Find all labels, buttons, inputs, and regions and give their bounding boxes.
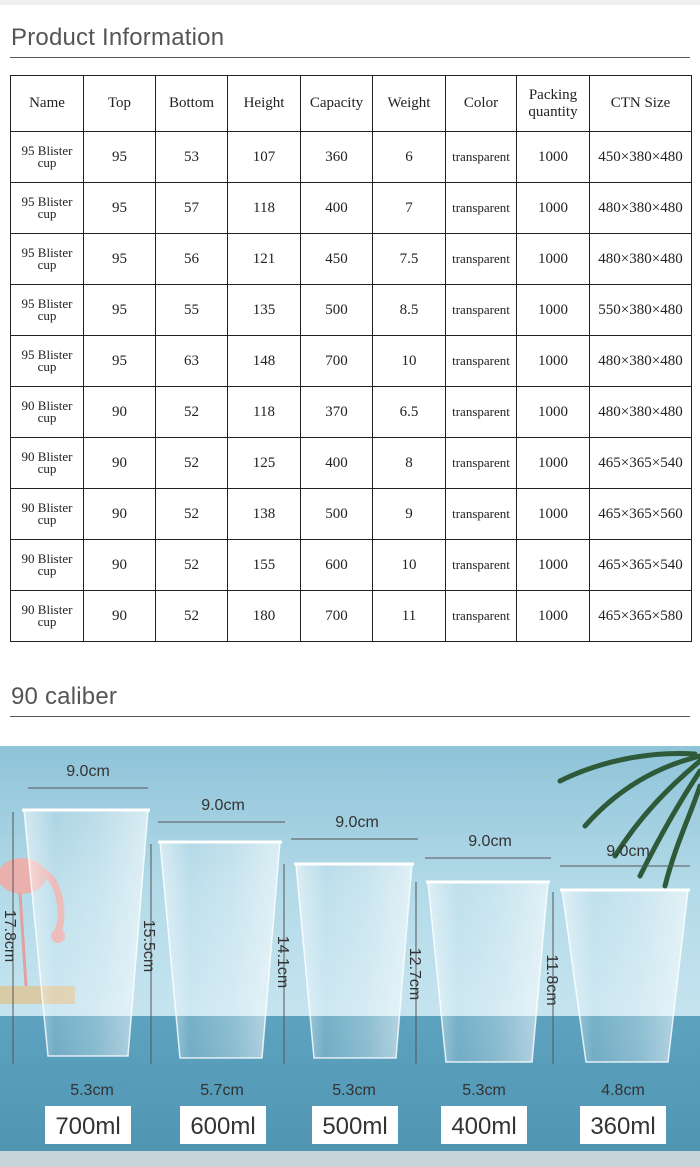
cell-bottom: 57 <box>156 183 228 234</box>
cell-color: transparent <box>446 132 517 183</box>
header-weight: Weight <box>373 76 446 132</box>
cell-name: 90 Blister cup <box>11 438 84 489</box>
cell-weight: 10 <box>373 540 446 591</box>
cell-capacity: 400 <box>301 183 373 234</box>
cell-bottom: 56 <box>156 234 228 285</box>
table-row <box>11 540 692 591</box>
cell-ctn-size: 480×380×480 <box>590 336 692 387</box>
cell-height: 135 <box>228 285 301 336</box>
cup-700-top-dim: 9.0cm <box>66 763 110 780</box>
cell-packing-quantity: 1000 <box>517 132 590 183</box>
cup-700-bottom-dim: 5.3cm <box>70 1082 114 1099</box>
table-row <box>11 132 692 183</box>
cell-packing-quantity: 1000 <box>517 234 590 285</box>
cup-600-top-dim: 9.0cm <box>201 797 245 814</box>
cell-name: 95 Blister cup <box>11 183 84 234</box>
cell-weight: 9 <box>373 489 446 540</box>
cell-capacity: 450 <box>301 234 373 285</box>
cup-700-volume: 700ml <box>55 1113 121 1140</box>
cell-capacity: 500 <box>301 489 373 540</box>
cell-ctn-size: 480×380×480 <box>590 387 692 438</box>
cell-ctn-size: 465×365×540 <box>590 438 692 489</box>
table-row <box>11 183 692 234</box>
top-strip <box>0 0 700 5</box>
header-packing-quantity: Packing quantity <box>517 76 590 132</box>
cell-bottom: 63 <box>156 336 228 387</box>
cell-ctn-size: 465×365×560 <box>590 489 692 540</box>
cell-height: 118 <box>228 387 301 438</box>
table-row <box>11 591 692 642</box>
cell-packing-quantity: 1000 <box>517 285 590 336</box>
cell-capacity: 700 <box>301 591 373 642</box>
table-row <box>11 285 692 336</box>
cell-weight: 8.5 <box>373 285 446 336</box>
cell-ctn-size: 480×380×480 <box>590 234 692 285</box>
header-height: Height <box>228 76 301 132</box>
header-bottom: Bottom <box>156 76 228 132</box>
cell-ctn-size: 465×365×540 <box>590 540 692 591</box>
cell-weight: 6 <box>373 132 446 183</box>
cell-weight: 6.5 <box>373 387 446 438</box>
cell-packing-quantity: 1000 <box>517 489 590 540</box>
cell-height: 180 <box>228 591 301 642</box>
cell-packing-quantity: 1000 <box>517 540 590 591</box>
cup-500-volume: 500ml <box>322 1113 388 1140</box>
cell-capacity: 500 <box>301 285 373 336</box>
table-row <box>11 387 692 438</box>
cell-name: 95 Blister cup <box>11 132 84 183</box>
cup-size-photo <box>0 746 700 1167</box>
cell-color: transparent <box>446 234 517 285</box>
cell-top: 90 <box>84 591 156 642</box>
cell-name: 90 Blister cup <box>11 387 84 438</box>
cup-500ml <box>294 864 414 1058</box>
cup-700-height-dim: 17.8cm <box>1 909 18 963</box>
cell-name: 95 Blister cup <box>11 234 84 285</box>
cell-ctn-size: 465×365×580 <box>590 591 692 642</box>
cell-name: 90 Blister cup <box>11 540 84 591</box>
cup-400-top-dim: 9.0cm <box>468 833 512 850</box>
table-header-row <box>11 76 692 132</box>
caliber-underline <box>10 716 690 717</box>
cell-ctn-size: 550×380×480 <box>590 285 692 336</box>
cell-top: 95 <box>84 132 156 183</box>
cup-360-top-dim: 9.0cm <box>606 843 650 860</box>
header-ctn-size: CTN Size <box>590 76 692 132</box>
table-row <box>11 438 692 489</box>
table-row <box>11 336 692 387</box>
cell-bottom: 52 <box>156 489 228 540</box>
cup-500-height-dim: 14.1cm <box>274 935 291 989</box>
cell-weight: 8 <box>373 438 446 489</box>
cell-top: 90 <box>84 489 156 540</box>
cup-400-volume: 400ml <box>451 1113 517 1140</box>
cell-weight: 7.5 <box>373 234 446 285</box>
header-color: Color <box>446 76 517 132</box>
cell-capacity: 370 <box>301 387 373 438</box>
cell-capacity: 600 <box>301 540 373 591</box>
cell-top: 95 <box>84 234 156 285</box>
cup-600ml <box>158 842 282 1058</box>
cell-top: 90 <box>84 540 156 591</box>
cell-height: 121 <box>228 234 301 285</box>
cup-400ml <box>426 882 550 1062</box>
product-spec-table <box>10 75 692 642</box>
cell-color: transparent <box>446 540 517 591</box>
cell-name: 90 Blister cup <box>11 489 84 540</box>
cell-bottom: 53 <box>156 132 228 183</box>
cell-color: transparent <box>446 438 517 489</box>
cup-600-height-dim: 15.5cm <box>140 919 157 973</box>
cell-color: transparent <box>446 591 517 642</box>
cup-360-bottom-dim: 4.8cm <box>601 1082 645 1099</box>
cell-weight: 7 <box>373 183 446 234</box>
cell-top: 90 <box>84 438 156 489</box>
cell-top: 90 <box>84 387 156 438</box>
cell-packing-quantity: 1000 <box>517 183 590 234</box>
table-row <box>11 489 692 540</box>
cell-packing-quantity: 1000 <box>517 591 590 642</box>
cup-illustration <box>0 746 700 1167</box>
caliber-title: 90 caliber <box>11 683 118 710</box>
cell-top: 95 <box>84 285 156 336</box>
cell-height: 125 <box>228 438 301 489</box>
cell-height: 118 <box>228 183 301 234</box>
cell-top: 95 <box>84 336 156 387</box>
header-top: Top <box>84 76 156 132</box>
cell-packing-quantity: 1000 <box>517 387 590 438</box>
cell-ctn-size: 450×380×480 <box>590 132 692 183</box>
cup-500-top-dim: 9.0cm <box>335 814 379 831</box>
cup-500-bottom-dim: 5.3cm <box>332 1082 376 1099</box>
header-name: Name <box>11 76 84 132</box>
cell-top: 95 <box>84 183 156 234</box>
cell-capacity: 360 <box>301 132 373 183</box>
cell-packing-quantity: 1000 <box>517 336 590 387</box>
cup-600-volume: 600ml <box>190 1113 256 1140</box>
cell-capacity: 400 <box>301 438 373 489</box>
cell-color: transparent <box>446 489 517 540</box>
cell-height: 148 <box>228 336 301 387</box>
table-row <box>11 234 692 285</box>
cup-360-height-dim: 11.8cm <box>543 954 560 1006</box>
bottom-band <box>0 1151 700 1167</box>
cell-bottom: 52 <box>156 591 228 642</box>
product-information-title: Product Information <box>11 24 225 51</box>
cell-color: transparent <box>446 336 517 387</box>
cell-weight: 11 <box>373 591 446 642</box>
cup-400-bottom-dim: 5.3cm <box>462 1082 506 1099</box>
cup-400-height-dim: 12.7cm <box>406 947 423 1001</box>
cell-weight: 10 <box>373 336 446 387</box>
cell-bottom: 52 <box>156 540 228 591</box>
cell-name: 95 Blister cup <box>11 285 84 336</box>
cell-color: transparent <box>446 183 517 234</box>
cell-packing-quantity: 1000 <box>517 438 590 489</box>
cell-color: transparent <box>446 285 517 336</box>
cup-600-bottom-dim: 5.7cm <box>200 1082 244 1099</box>
cell-bottom: 52 <box>156 438 228 489</box>
header-capacity: Capacity <box>301 76 373 132</box>
cup-360-volume: 360ml <box>590 1113 656 1140</box>
cell-name: 95 Blister cup <box>11 336 84 387</box>
cell-ctn-size: 480×380×480 <box>590 183 692 234</box>
cell-height: 107 <box>228 132 301 183</box>
title-underline <box>10 57 690 58</box>
cell-name: 90 Blister cup <box>11 591 84 642</box>
cell-bottom: 52 <box>156 387 228 438</box>
cell-bottom: 55 <box>156 285 228 336</box>
cell-capacity: 700 <box>301 336 373 387</box>
cell-height: 155 <box>228 540 301 591</box>
cell-height: 138 <box>228 489 301 540</box>
cell-color: transparent <box>446 387 517 438</box>
